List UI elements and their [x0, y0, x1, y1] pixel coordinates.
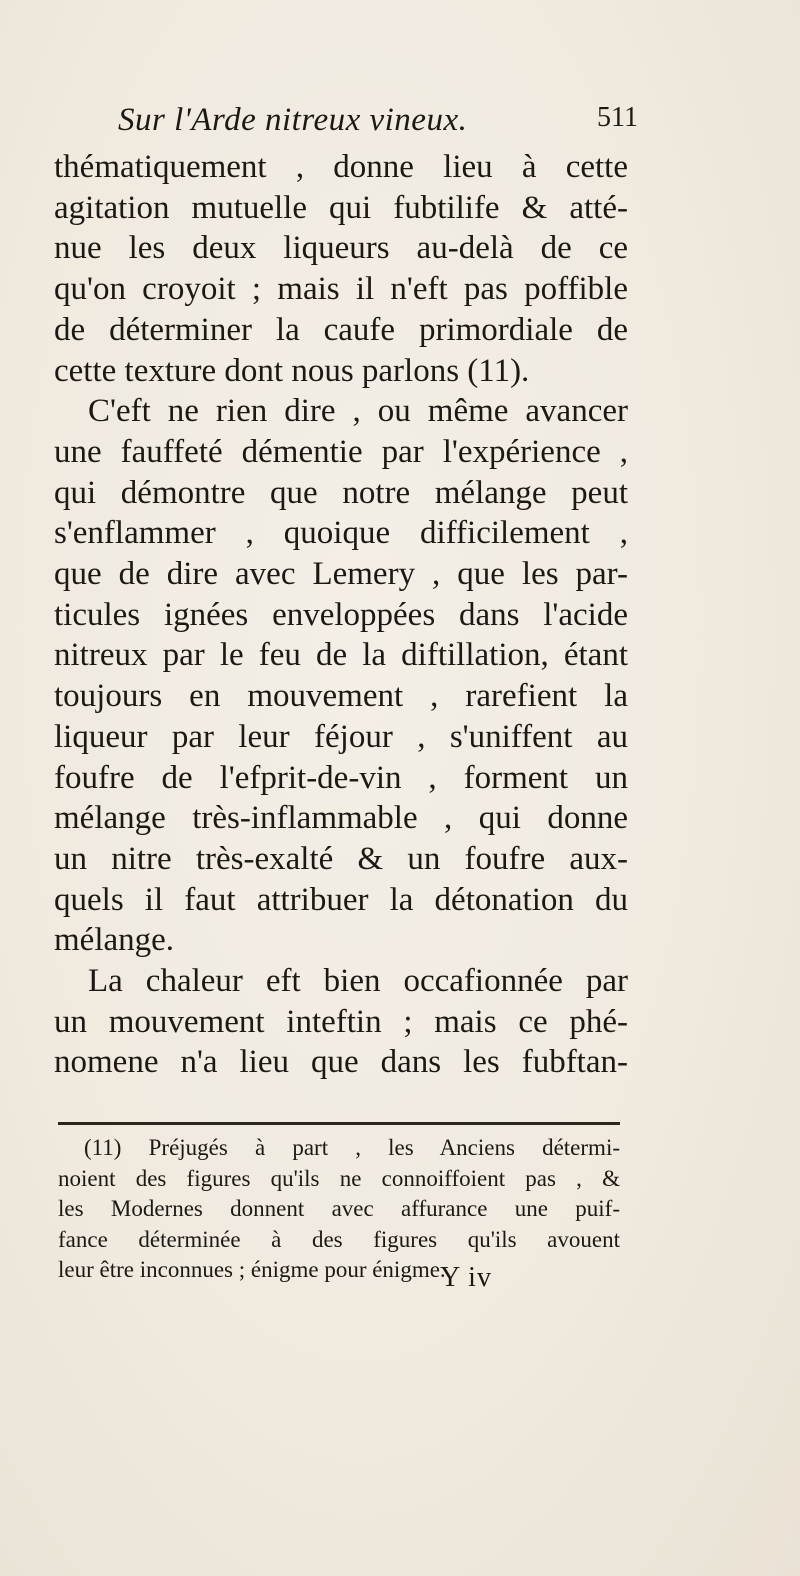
text-line: un nitre très-exalté & un foufre aux- [54, 840, 628, 877]
running-head: Sur l'Arde nitreux vineux. [118, 102, 468, 138]
footnote-rule [58, 1122, 620, 1125]
text-line: s'enflammer , quoique difficilement , [54, 515, 628, 552]
text-line: nomene n'a lieu que dans les fubftan- [54, 1044, 628, 1081]
main-text [54, 147, 628, 1083]
text-line: de déterminer la caufe primordiale de [54, 311, 628, 348]
text-line: La chaleur eft bien occafionnée par [88, 963, 628, 1000]
page-header [118, 102, 638, 142]
text-line: thématiquement , donne lieu à cette [54, 149, 628, 185]
text-line: mélange. [54, 922, 175, 959]
text-line: nitreux par le feu de la diftillation, étant [54, 637, 628, 674]
footnote-line: les Modernes donnent avec affurance une puif- [58, 1196, 620, 1221]
text-line: agitation mutuelle qui fubtilife & atté- [54, 189, 628, 226]
text-line: liqueur par leur féjour , s'uniffent au [54, 718, 628, 755]
signature-mark: Y iv [440, 1262, 492, 1293]
text-line: que de dire avec Lemery , que les par- [54, 556, 628, 593]
footnote-line: (11) Préjugés à part , les Anciens détermi- [84, 1135, 620, 1160]
text-line: nue les deux liqueurs au-delà de ce [54, 230, 628, 267]
text-line: une fauffeté démentie par l'expérience , [54, 433, 628, 470]
text-line: qui démontre que notre mélange peut [54, 474, 628, 511]
page-number: 511 [597, 102, 638, 133]
footnote [58, 1133, 620, 1286]
footnote-line: fance déterminée à des figures qu'ils avouent [58, 1226, 620, 1252]
text-line: C'eft ne rien dire , ou même avancer [88, 393, 628, 430]
text-line: foufre de l'efprit-de-vin , forment un [54, 759, 628, 796]
footnote-line: noient des figures qu'ils ne connoiffoient pas , & [58, 1165, 620, 1191]
footnote-line: leur être inconnues ; énigme pour énigme. [58, 1257, 446, 1282]
text-line: cette texture dont nous parlons (11). [54, 352, 530, 389]
text-line: toujours en mouvement , rarefient la [54, 678, 628, 715]
text-line: mélange très-inflammable , qui donne [54, 800, 628, 837]
text-line: ticules ignées enveloppées dans l'acide [54, 596, 628, 633]
text-line: qu'on croyoit ; mais il n'eft pas poffible [54, 271, 628, 308]
text-line: un mouvement inteftin ; mais ce phé- [54, 1003, 628, 1040]
text-line: quels il faut attribuer la détonation du [54, 881, 628, 918]
